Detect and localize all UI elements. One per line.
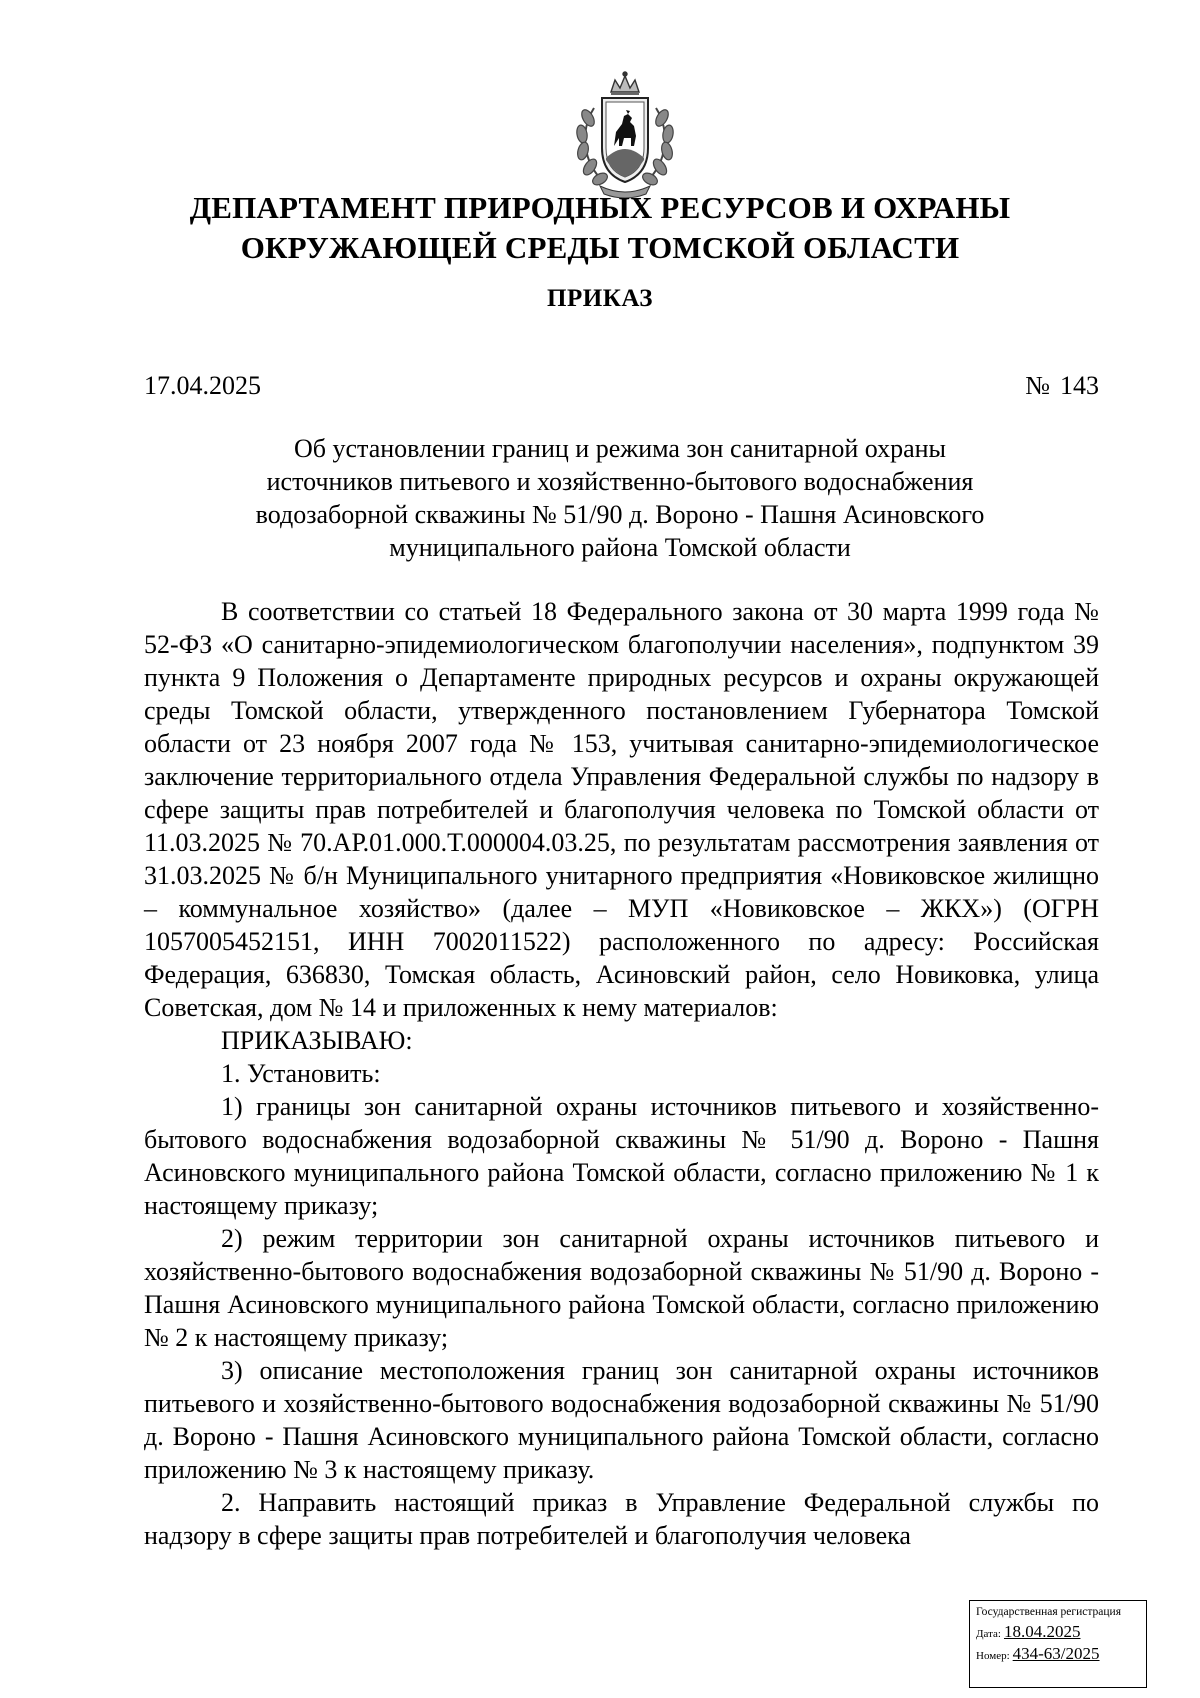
- clause-1-item-3: 3) описание местоположения границ зон санитарной охраны источников питьевого и хозяйственно-бытового водоснабжения водозаборной скважины № 51/90 д. Вороно - Пашня Асиновского муниципального района Томской области, согласно приложению № 3 к настоящему приказу.: [144, 1356, 1099, 1484]
- stamp-number-value: 434-63/2025: [1012, 1644, 1100, 1663]
- document-body: [144, 595, 1099, 1552]
- clause-1-item-2: 2) режим территории зон санитарной охраны источников питьевого и хозяйственно-бытового водоснабжения водозаборной скважины № 51/90 д. Вороно - Пашня Асиновского муниципального района Томской области, согласно приложению № 2 к настоящему приказу;: [144, 1224, 1099, 1352]
- clause-1-item-1: 1) границы зон санитарной охраны источников питьевого и хозяйственно-бытового водоснабжения водозаборной скважины № 51/90 д. Вороно - Пашня Асиновского муниципального района Томской области, согласно приложению № 1 к настоящему приказу;: [144, 1092, 1099, 1220]
- stamp-date-line: [976, 1622, 1140, 1641]
- registration-stamp: [969, 1600, 1147, 1688]
- subject-line: источников питьевого и хозяйственно-бытового водоснабжения: [266, 467, 974, 496]
- preamble-paragraph: В соответствии со статьей 18 Федерального закона от 30 марта 1999 года № 52-ФЗ «О санитарно-эпидемиологическом благополучии населения», подпунктом 39 пункта 9 Положения о Департаменте природных ресурсов и охраны окружающей среды Томской области, утвержденного постановлением Губернатора Томской области от 23 ноября 2007 года № 153, учитывая санитарно-эпидемиологическое заключение территориального отдела Управления Федеральной службы по надзору в сфере защиты прав потребителей и благополучия человека по Томской области от 11.03.2025 № 70.АР.01.000.Т.000004.03.25, по результатам рассмотрения заявления от 31.03.2025 № б/н Муниципального унитарного предприятия «Новиковское жилищно – коммунальное хозяйство» (далее – МУП «Новиковское – ЖКХ») (ОГРН 1057005452151, ИНН 7002011522) расположенного по адресу: Российская Федерация, 636830, Томская область, Асиновский район, село Новиковка, улица Советская, дом № 14 и приложенных к нему материалов:: [144, 597, 1099, 1022]
- stamp-title: Государственная регистрация: [976, 1606, 1121, 1618]
- document-number: [1025, 369, 1099, 403]
- document-meta-row: [144, 369, 1099, 403]
- document-subject: [160, 432, 1080, 564]
- clause-1-heading: 1. Установить:: [221, 1059, 381, 1088]
- coat-of-arms-icon: [570, 70, 680, 200]
- order-word: ПРИКАЗЫВАЮ:: [221, 1026, 413, 1055]
- subject-line: Об установлении границ и режима зон санитарной охраны: [293, 434, 947, 463]
- stamp-number-label: Номер:: [976, 1650, 1010, 1662]
- stamp-date-value: 18.04.2025: [1003, 1622, 1081, 1641]
- organization-title: [100, 188, 1100, 268]
- number-value: 143: [1060, 371, 1099, 400]
- stamp-number-line: [976, 1644, 1140, 1663]
- subject-line: водозаборной скважины № 51/90 д. Вороно - Пашня Асиновского: [255, 500, 985, 529]
- stamp-date-label: Дата:: [976, 1628, 1001, 1640]
- subject-line: муниципального района Томской области: [389, 533, 851, 562]
- organization-title-line-2: ОКРУЖАЮЩЕЙ СРЕДЫ ТОМСКОЙ ОБЛАСТИ: [240, 230, 960, 265]
- organization-title-line-1: ДЕПАРТАМЕНТ ПРИРОДНЫХ РЕСУРСОВ И ОХРАНЫ: [189, 190, 1011, 225]
- number-sign: №: [1025, 371, 1050, 400]
- document-type: ПРИКАЗ: [547, 285, 653, 312]
- document-date: 17.04.2025: [144, 371, 261, 400]
- clause-2-paragraph: 2. Направить настоящий приказ в Управление Федеральной службы по надзору в сфере защиты прав потребителей и благополучия человека: [144, 1488, 1099, 1550]
